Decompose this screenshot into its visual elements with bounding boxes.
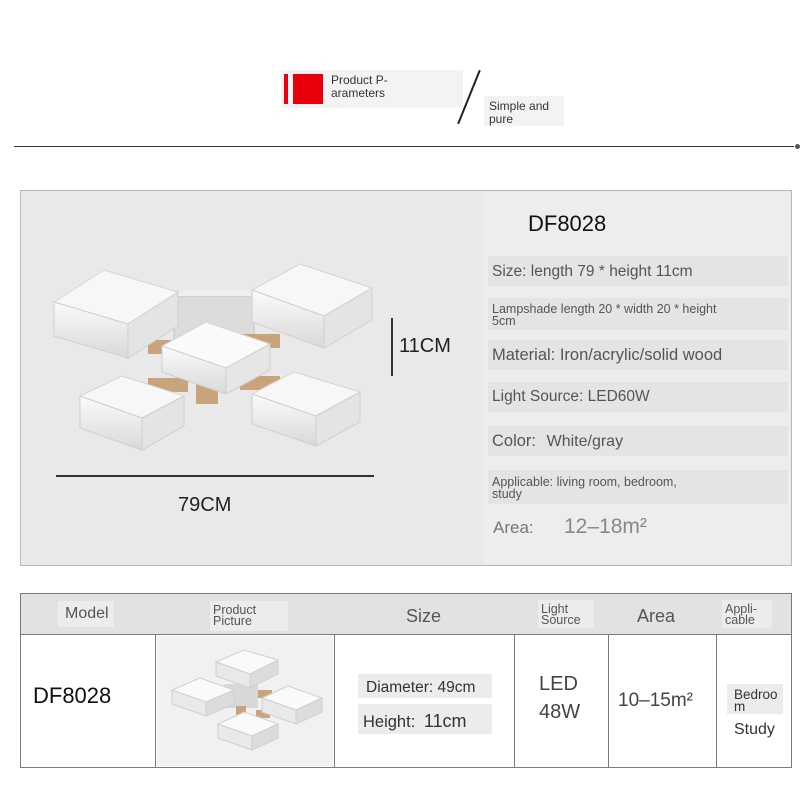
column-header-applicable-line1: Appli- <box>725 602 757 616</box>
thumb-shade <box>172 678 234 716</box>
spec-lampshade <box>492 303 762 327</box>
column-header-light-line1: Light <box>541 602 569 616</box>
header-title <box>331 74 421 100</box>
spec-color <box>492 432 623 451</box>
header-subtitle <box>489 100 569 126</box>
spec-size: Size: length 79 * height 11cm <box>492 263 693 280</box>
header-title-line1: Product P- <box>331 73 388 87</box>
cell-light-source <box>539 670 580 726</box>
spec-area-label: Area: <box>493 518 534 537</box>
column-header-light-source <box>541 604 581 626</box>
table-column-divider <box>514 634 515 767</box>
model-name: DF8028 <box>528 211 607 236</box>
cell-room-line2: m <box>734 699 746 714</box>
height-dimension-label: 11CM <box>399 335 451 357</box>
product-thumbnail <box>166 644 326 760</box>
spec-applicable-line2: study <box>492 487 522 501</box>
header-accent-square <box>293 74 323 104</box>
column-header-model: Model <box>65 605 109 622</box>
cell-light-line2: 48W <box>539 701 581 723</box>
cell-room-study: Study <box>734 721 775 738</box>
cell-height-label: Height: <box>363 713 416 731</box>
spec-color-label: Color: <box>492 432 537 450</box>
table-column-divider <box>716 634 717 767</box>
cell-model: DF8028 <box>33 683 112 708</box>
spec-lampshade-line1: Lampshade length 20 * width 20 * height <box>492 302 717 316</box>
width-dimension-label: 79CM <box>178 494 232 516</box>
spec-light-source: Light Source: LED60W <box>492 388 650 405</box>
cell-height <box>363 711 467 732</box>
table-column-divider <box>608 634 609 767</box>
cell-room-line1: Bedroo <box>734 687 778 702</box>
column-header-light-line2: Source <box>541 613 581 627</box>
cell-area: 10–15m² <box>618 690 693 711</box>
cell-diameter: Diameter: 49cm <box>366 679 476 696</box>
header-subtitle-line2: pure <box>489 112 514 126</box>
header-accent-bar <box>284 74 288 104</box>
spec-color-value: White/gray <box>546 433 624 450</box>
spec-lampshade-line2: 5cm <box>492 314 516 328</box>
specs-text-area <box>484 192 790 564</box>
spec-applicable-line1: Applicable: living room, bedroom, <box>492 475 677 489</box>
product-image <box>44 250 384 460</box>
table-column-divider <box>334 634 335 767</box>
column-header-size: Size <box>406 606 442 626</box>
header-title-line2: arameters <box>331 86 386 100</box>
column-header-picture-line2: Picture <box>213 614 252 628</box>
table-column-divider <box>155 634 156 767</box>
spec-applicable <box>492 476 762 500</box>
column-header-picture <box>213 605 256 627</box>
cell-room <box>734 689 778 713</box>
column-header-applicable <box>725 604 757 626</box>
cell-light-line1: LED <box>539 673 578 695</box>
table-header-divider <box>21 634 791 635</box>
spec-material: Material: Iron/acrylic/solid wood <box>492 346 723 364</box>
header-subtitle-line1: Simple and <box>489 99 550 113</box>
spec-area-value: 12–18m² <box>564 515 647 538</box>
header-rule <box>14 146 794 147</box>
header-rule-end-dot <box>795 144 800 149</box>
column-header-picture-line1: Product <box>213 603 257 617</box>
thumb-shade <box>216 650 278 688</box>
column-header-area: Area <box>637 606 676 626</box>
column-header-applicable-line2: cable <box>725 613 755 627</box>
cell-height-value: 11cm <box>423 711 467 731</box>
height-dimension-line <box>391 318 393 376</box>
width-dimension-line <box>56 475 374 477</box>
